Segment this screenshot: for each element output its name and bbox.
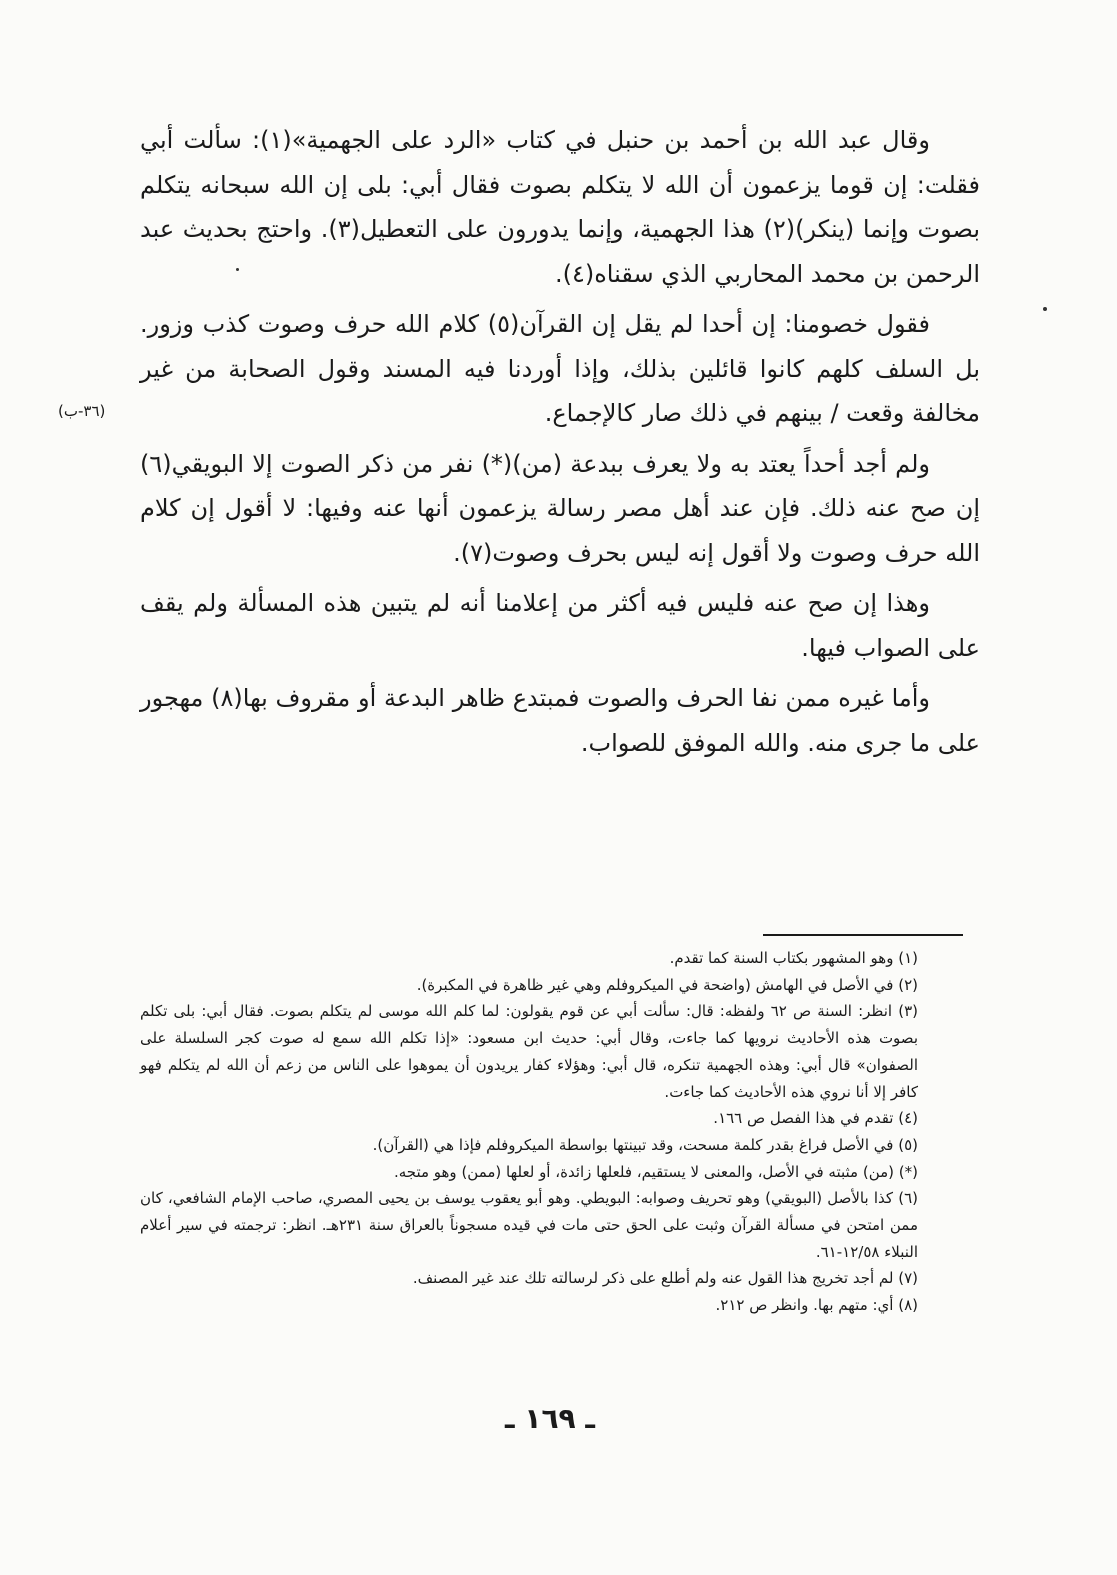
footnote: (٤) تقدم في هذا الفصل ص ١٦٦. bbox=[713, 1109, 918, 1128]
manuscript-folio-note: (٣٦-ب) bbox=[58, 402, 106, 420]
footnotes bbox=[140, 945, 958, 1319]
scan-speck bbox=[236, 268, 239, 271]
footnote: (*) (من) مثبته في الأصل، والمعنى لا يستقيم، فلعلها زائدة، أو لعلها (ممن) وهو متجه. bbox=[393, 1162, 918, 1181]
page-number: ـ ١٦٩ ـ bbox=[505, 1402, 595, 1435]
footnote: (٦) كذا بالأصل (البويقي) وهو تحريف وصوابه: البويطي. وهو أبو يعقوب يوسف بن يحيى المصري، صاحب الإمام الشافعي، كان ممن امتحن في مسألة القرآن وثبت على الحق حتى مات في قيده مسجوناً بالعراق سنة ٢٣١هـ. انظر: ترجمته في سير أعلام النبلاء ١٢/٥٨-٦١. bbox=[140, 1189, 918, 1261]
paragraph: ولم أجد أحداً يعتد به ولا يعرف ببدعة (من)(*) نفر من ذكر الصوت إلا البويقي(٦) إن صح عنه ذلك. فإن عند أهل مصر رسالة يزعمون أنها عنه وفيها: لا أقول إن كلام الله حرف وصوت ولا أقول إنه ليس بحرف وصوت(٧). bbox=[140, 449, 980, 567]
footnote-separator bbox=[763, 934, 963, 936]
paragraph: وقال عبد الله بن أحمد بن حنبل في كتاب «الرد على الجهمية»(١): سألت أبي فقلت: إن قوما يزعمون أن الله لا يتكلم بصوت فقال أبي: بلى إن الله سبحانه يتكلم بصوت وإنما (ينكر)(٢) هذا الجهمية، وإنما يدورون على التعطيل(٣). واحتج بحديث عبد الرحمن بن محمد المحاربي الذي سقناه(٤). bbox=[140, 126, 980, 288]
paragraph: فقول خصومنا: إن أحدا لم يقل إن القرآن(٥) كلام الله حرف وصوت كذب وزور. بل السلف كلهم كانوا قائلين بذلك، وإذا أوردنا فيه المسند وقول الصحابة من غير مخالفة وقعت / بينهم في ذلك صار كالإجماع. bbox=[140, 310, 980, 427]
footnote: (٧) لم أجد تخريج هذا القول عنه ولم أطلع على ذكر لرسالته تلك عند غير المصنف. bbox=[412, 1269, 918, 1288]
footnote: (١) وهو المشهور بكتاب السنة كما تقدم. bbox=[669, 949, 918, 967]
footnote: (٨) أي: متهم بها. وانظر ص ٢١٢. bbox=[715, 1296, 918, 1315]
footnote: (٥) في الأصل فراغ بقدر كلمة مسحت، وقد تبينتها بواسطة الميكروفلم فإذا هي (القرآن). bbox=[372, 1135, 918, 1154]
footnote: (٢) في الأصل في الهامش (واضحة في الميكروفلم وهي غير ظاهرة في المكبرة). bbox=[416, 975, 918, 994]
paragraph: وهذا إن صح عنه فليس فيه أكثر من إعلامنا أنه لم يتبين هذه المسألة ولم يقف على الصواب فيها. bbox=[140, 589, 980, 662]
main-text bbox=[140, 118, 980, 771]
paragraph: وأما غيره ممن نفا الحرف والصوت فمبتدع ظاهر البدعة أو مقروف بها(٨) مهجور على ما جرى منه. والله الموفق للصواب. bbox=[140, 684, 980, 757]
footnote: (٣) انظر: السنة ص ٦٢ ولفظه: قال: سألت أبي عن قوم يقولون: لما كلم الله موسى لم يتكلم بصوت. فقال أبي: بلى تكلم بصوت هذه الأحاديث نرويها كما جاءت، وقال أبي: حديث ابن مسعود: «إذا تكلم الله سمع له صوت كجر السلسلة على الصفوان» قال أبي: وهذه الجهمية تنكره، قال أبي: وهؤلاء كفار يريدون أن يموهوا على الناس من زعم أن الله لم يتكلم فهو كافر إلا أنا نروي هذه الأحاديث كما جاءت. bbox=[140, 1002, 918, 1101]
scan-speck bbox=[1043, 307, 1047, 311]
